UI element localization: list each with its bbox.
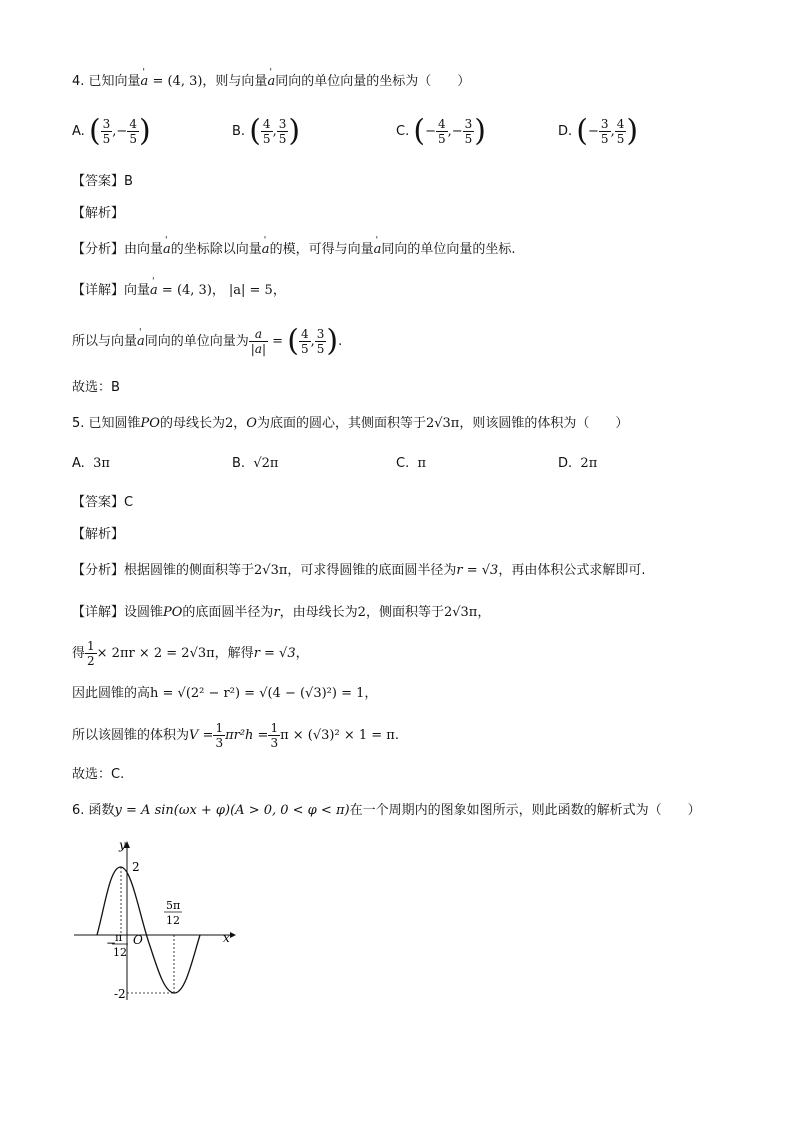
text: 【分析】根据圆锥的侧面积等于: [72, 563, 255, 578]
numerator: 4: [129, 117, 137, 131]
q4-option: [396, 114, 486, 150]
text: 5. 已知圆锥: [72, 416, 141, 431]
q5-detail: [72, 603, 490, 623]
text: 【详解】向量: [72, 283, 151, 298]
q4-fenxi: [72, 240, 515, 260]
option-value: π: [417, 456, 427, 471]
denominator: 5: [262, 132, 271, 146]
fraction: [315, 327, 327, 356]
paren: ): [474, 113, 487, 149]
left-sign: −: [106, 936, 117, 950]
right-num: 5π: [166, 899, 181, 912]
sine-graph: [70, 836, 240, 1006]
q5-answer: 【答案】C: [72, 495, 134, 510]
denominator: 5: [316, 342, 325, 356]
option-label: D.: [558, 124, 573, 139]
text: 的模，可得与向量: [269, 242, 374, 257]
vector-a: ' a: [262, 240, 270, 260]
fraction: [615, 117, 627, 146]
text: ，由母线长为: [279, 605, 358, 620]
vector-a: ' a: [137, 326, 145, 358]
text: 的坐标除以向量: [170, 242, 262, 257]
denominator: 5: [129, 132, 137, 146]
origin-label: O: [133, 933, 143, 947]
paren: ): [138, 113, 151, 149]
numerator: 3: [464, 117, 473, 131]
text: 所以与向量: [72, 334, 138, 349]
y-axis-label: y: [119, 838, 126, 852]
text: ，可求得圆锥的底面圆半径为: [287, 563, 457, 578]
q5-option: [72, 456, 110, 471]
fraction: [436, 117, 448, 146]
text: 得: [72, 646, 86, 661]
denominator: 2: [87, 654, 95, 668]
denominator: 5: [102, 132, 111, 146]
max-label: 2: [132, 860, 140, 874]
left-den: 12: [113, 946, 127, 959]
q4-option: [558, 114, 638, 150]
numerator: 4: [262, 117, 271, 131]
vector-a-modulus: |a| = 5，: [228, 283, 286, 298]
text: ，: [233, 416, 247, 431]
text: 所以该圆锥的体积为: [72, 728, 190, 743]
math: h = √(2² − r²) = √(4 − (√3)²) = 1: [150, 686, 365, 701]
vector-a-coords: = (4, 3): [148, 74, 203, 89]
q5-stem: [72, 414, 628, 434]
math: O: [246, 416, 257, 431]
q5-eq1: [72, 638, 309, 670]
x-axis-arrow: [230, 932, 236, 938]
math: 2√3π: [443, 605, 478, 620]
vector-a: ' a: [150, 281, 158, 301]
x-axis-label: x: [223, 931, 230, 945]
separator: ,: [610, 124, 615, 139]
math: 2√3π: [254, 563, 288, 578]
fraction-third: [213, 721, 225, 750]
math: r: [273, 605, 280, 620]
period: .: [338, 334, 343, 349]
fraction: [127, 117, 139, 146]
text: 的母线长为: [159, 416, 225, 431]
vector-a: ' a: [141, 72, 149, 92]
text: 因此圆锥的高: [72, 686, 151, 701]
text: ，: [295, 646, 309, 661]
separator: ,−: [447, 124, 463, 139]
paren: (: [287, 323, 299, 359]
min-label: -2: [114, 987, 126, 1001]
option-label: D.: [558, 456, 573, 471]
math: πr²h =: [225, 728, 269, 743]
math: 2√3π: [425, 416, 460, 431]
fraction: [277, 117, 289, 146]
fraction: [261, 117, 273, 146]
denominator: 5: [464, 132, 473, 146]
paren: ): [288, 113, 301, 149]
fraction: [463, 117, 475, 146]
vector-a: ' a: [267, 72, 275, 92]
denominator: 5: [600, 132, 609, 146]
fraction: [299, 327, 311, 356]
text: 同向的单位向量的坐标.: [381, 242, 516, 257]
denominator: 3: [270, 736, 279, 750]
option-value: 3π: [93, 456, 110, 471]
text: 6. 函数: [72, 803, 115, 818]
text: ，侧面积等于: [365, 605, 444, 620]
math: y = A sin(ωx + φ)(A > 0, 0 < φ < π): [114, 803, 350, 818]
sign: −: [425, 124, 436, 139]
q4-summary: [72, 323, 343, 359]
vector-a-coords: = (4, 3)，: [157, 283, 225, 298]
q4-option: [72, 114, 151, 150]
sine-curve: [97, 867, 200, 993]
q5-option: [558, 456, 597, 471]
text: 为底面的圆心，其侧面积等于: [256, 416, 426, 431]
paren: (: [88, 113, 101, 149]
denominator: 5: [616, 132, 625, 146]
option-value: √2π: [253, 456, 279, 471]
q4-answer: 【答案】B: [72, 174, 133, 189]
paren: ): [326, 323, 339, 359]
denominator: 5: [437, 132, 446, 146]
math: 2: [357, 605, 366, 620]
q5-fenxi: [72, 561, 645, 581]
numerator: 1: [87, 639, 95, 653]
unit-vector-fraction: [249, 327, 268, 356]
q5-option: [396, 456, 426, 471]
denominator: 5: [300, 342, 309, 356]
denominator: |a|: [250, 342, 267, 356]
numerator: 3: [600, 117, 609, 131]
option-label: C.: [396, 456, 410, 471]
denominator: 3: [215, 736, 224, 750]
math: PO: [163, 605, 183, 620]
separator: ,: [272, 124, 277, 139]
paren: (: [576, 113, 589, 149]
q4-stem-text: ，则与向量: [202, 74, 268, 89]
math: × 2πr × 2 = 2√3π: [96, 646, 215, 661]
q4-stem-text: 4. 已知向量: [72, 74, 141, 89]
text: .: [394, 728, 399, 743]
math: π × (√3)² × 1 = π: [280, 728, 395, 743]
comma: ,: [310, 334, 315, 349]
numerator: 4: [300, 327, 309, 341]
q4-detail: [72, 281, 286, 301]
fraction-third: [268, 721, 280, 750]
fraction: [101, 117, 113, 146]
math: PO: [140, 416, 160, 431]
math: 2: [224, 416, 234, 431]
q4-stem-text: 同向的单位向量的坐标为（ ）: [275, 74, 471, 89]
text: ，则该圆锥的体积为（ ）: [459, 416, 629, 431]
text: 在一个周期内的图象如图所示，则此函数的解析式为（ ）: [349, 803, 701, 818]
denominator: 5: [278, 132, 287, 146]
option-label: C.: [396, 124, 410, 139]
option-value: 2π: [580, 456, 598, 471]
paren: ): [626, 113, 639, 149]
equals: =: [268, 334, 288, 349]
q5-choice: 故选：C.: [72, 767, 125, 782]
separator: ,−: [112, 124, 128, 139]
q4-analysis-label: 【解析】: [72, 206, 125, 221]
text: 同向的单位向量为: [144, 334, 249, 349]
text: ，再由体积公式求解即可.: [498, 563, 646, 578]
text: 【分析】由向量: [72, 242, 164, 257]
numerator: 3: [102, 117, 111, 131]
q4-option: [232, 114, 300, 150]
text: ，解得: [214, 646, 254, 661]
q5-eq2: [72, 684, 377, 704]
numerator: 4: [616, 117, 625, 131]
option-label: A.: [72, 456, 85, 471]
numerator: 1: [270, 721, 279, 735]
paren: (: [249, 113, 261, 149]
q4-choice: 故选：B: [72, 380, 120, 395]
q6-stem: [72, 801, 701, 821]
text: 【详解】设圆锥: [72, 605, 164, 620]
q5-option: [232, 456, 278, 471]
text: ，: [364, 686, 378, 701]
numerator: 3: [316, 327, 325, 341]
option-label: B.: [232, 456, 246, 471]
text: ，: [477, 605, 491, 620]
option-label: B.: [232, 124, 246, 139]
text: 的底面圆半径为: [182, 605, 274, 620]
q4-stem: [72, 72, 470, 92]
vector-a: ' a: [163, 240, 171, 260]
vector-a: ' a: [374, 240, 382, 260]
math: V =: [189, 728, 214, 743]
numerator: 4: [437, 117, 446, 131]
q5-analysis-label: 【解析】: [72, 527, 125, 542]
sign: −: [588, 124, 599, 139]
left-num: π: [115, 931, 123, 944]
fraction: [599, 117, 611, 146]
numerator: 1: [215, 721, 224, 735]
option-label: A.: [72, 124, 85, 139]
paren: (: [413, 113, 426, 149]
q5-eq3: [72, 720, 399, 752]
fraction-half: [85, 639, 97, 668]
numerator: 3: [278, 117, 287, 131]
math: r = √3: [253, 646, 296, 661]
math: r = √3: [456, 563, 499, 578]
numerator: a: [249, 327, 268, 342]
right-den: 12: [166, 914, 180, 927]
